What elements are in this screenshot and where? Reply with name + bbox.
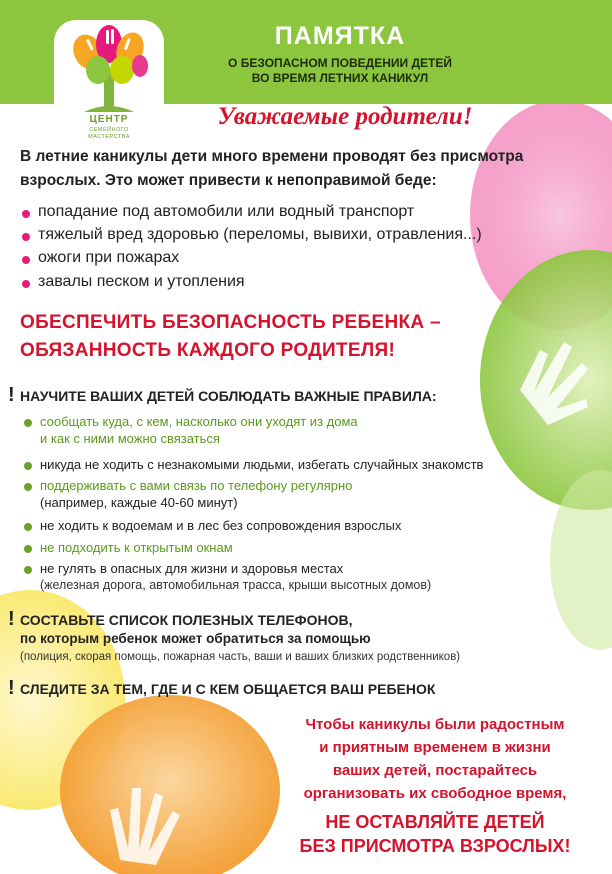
final-call-line-1: НЕ ОСТАВЛЯЙТЕ ДЕТЕЙ bbox=[325, 812, 545, 832]
logo-line-3: МАСТЕРСТВА bbox=[88, 134, 130, 140]
bullet-icon bbox=[22, 233, 30, 241]
tree-of-hands-logo-icon bbox=[54, 20, 164, 115]
subtitle-line-2: ВО ВРЕМЯ ЛЕТНИХ КАНИКУЛ bbox=[251, 71, 429, 85]
section-heading-rules: НАУЧИТЕ ВАШИХ ДЕТЕЙ СОБЛЮДАТЬ ВАЖНЫЕ ПРАВИЛА: bbox=[20, 388, 437, 404]
bullet-icon bbox=[24, 462, 32, 470]
rule-item-cont: (например, каждые 40-60 минут) bbox=[40, 495, 238, 510]
bullet-icon bbox=[24, 566, 32, 574]
phones-note: (полиция, скорая помощь, пожарная часть, ваши и ваших близких родственников) bbox=[20, 651, 461, 663]
exclamation-icon: ! bbox=[8, 384, 15, 406]
section-heading-phones: СОСТАВЬТЕ СПИСОК ПОЛЕЗНЫХ ТЕЛЕФОНОВ, bbox=[20, 612, 353, 628]
warning-line-1: ОБЕСПЕЧИТЬ БЕЗОПАСНОСТЬ РЕБЕНКА – bbox=[20, 312, 441, 333]
rule-item: никуда не ходить с незнакомыми людьми, избегать случайных знакомств bbox=[40, 457, 484, 472]
rule-item: не ходить к водоемам и в лес без сопровождения взрослых bbox=[40, 518, 402, 533]
rule-item: поддерживать с вами связь по телефону регулярно bbox=[40, 478, 353, 493]
bullet-icon bbox=[22, 210, 30, 218]
greeting: Уважаемые родители! bbox=[217, 103, 473, 130]
bullet-icon bbox=[24, 419, 32, 427]
exclamation-icon: ! bbox=[8, 608, 15, 630]
intro-line-1: В летние каникулы дети много времени проводят без присмотра bbox=[20, 148, 524, 165]
section-heading-contacts: СЛЕДИТЕ ЗА ТЕМ, ГДЕ И С КЕМ ОБЩАЕТСЯ ВАШ РЕБЕНОК bbox=[20, 681, 436, 697]
closing-line: ваших детей, постарайтесь bbox=[332, 762, 538, 779]
rule-item-cont: (железная дорога, автомобильная трасса, крыши высотных домов) bbox=[40, 578, 432, 592]
closing-line: организовать их свободное время, bbox=[303, 785, 567, 802]
intro-line-2: взрослых. Это может привести к непоправимой беде: bbox=[20, 172, 437, 189]
risk-item: попадание под автомобили или водный транспорт bbox=[38, 203, 415, 220]
risk-item: завалы песком и утопления bbox=[38, 273, 245, 290]
closing-line: Чтобы каникулы были радостным bbox=[305, 716, 565, 733]
risk-item: тяжелый вред здоровью (переломы, вывихи, отравления...) bbox=[38, 226, 482, 243]
logo-line-1: ЦЕНТР bbox=[89, 114, 129, 125]
page-title: ПАМЯТКА bbox=[274, 22, 406, 50]
bullet-icon bbox=[24, 523, 32, 531]
logo-line-2: СЕМЕЙНОГО bbox=[89, 127, 129, 133]
risk-item: ожоги при пожарах bbox=[38, 249, 180, 266]
rule-item: не подходить к открытым окнам bbox=[40, 540, 233, 555]
exclamation-icon: ! bbox=[8, 677, 15, 699]
subtitle-line-1: О БЕЗОПАСНОМ ПОВЕДЕНИИ ДЕТЕЙ bbox=[228, 56, 452, 70]
rule-item-cont: и как с ними можно связаться bbox=[40, 431, 220, 446]
rule-item: сообщать куда, с кем, насколько они уходят из дома bbox=[40, 414, 358, 429]
warning-line-2: ОБЯЗАННОСТЬ КАЖДОГО РОДИТЕЛЯ! bbox=[20, 340, 396, 361]
bullet-icon bbox=[24, 483, 32, 491]
bullet-icon bbox=[24, 545, 32, 553]
bullet-icon bbox=[22, 256, 30, 264]
phones-description: по которым ребенок может обратиться за помощью bbox=[20, 631, 371, 646]
final-call-line-2: БЕЗ ПРИСМОТРА ВЗРОСЛЫХ! bbox=[299, 836, 571, 856]
rule-item: не гулять в опасных для жизни и здоровья местах bbox=[40, 561, 344, 576]
closing-line: и приятным временем в жизни bbox=[319, 739, 551, 756]
logo bbox=[54, 20, 164, 148]
bullet-icon bbox=[22, 280, 30, 288]
